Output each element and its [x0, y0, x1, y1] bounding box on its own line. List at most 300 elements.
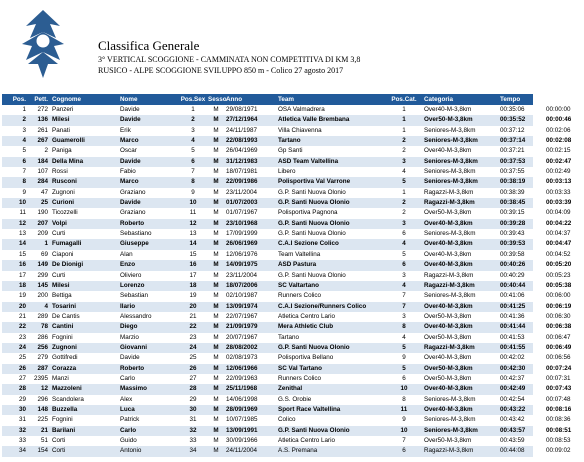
- table-cell: 00:41:25: [500, 302, 526, 310]
- table-cell: G.P. Santi Nuova Olonio: [278, 188, 346, 196]
- table-cell: Ragazzi-M-3,8km: [424, 188, 474, 196]
- table-cell: 12/06/1976: [226, 250, 258, 258]
- table-cell: 25/11/1968: [226, 385, 258, 393]
- table-cell: 00:37:14: [500, 137, 526, 145]
- table-cell: 33: [18, 437, 26, 444]
- column-header: Tempo: [500, 96, 521, 103]
- table-cell: 00:37:12: [500, 126, 525, 134]
- table-cell: 2: [402, 137, 406, 145]
- table-cell: 00:41:53: [500, 333, 525, 341]
- table-cell: 00:07:31: [546, 374, 571, 382]
- table-cell: M: [213, 374, 219, 382]
- table-cell: Massimo: [120, 385, 147, 393]
- table-cell: M: [213, 271, 219, 279]
- table-cell: 30: [189, 405, 197, 413]
- table-cell: Volpi: [52, 219, 67, 227]
- table-cell: 23/10/1968: [226, 219, 258, 227]
- table-cell: 7: [402, 292, 406, 300]
- table-cell: M: [213, 343, 219, 351]
- table-cell: 00:39:58: [500, 250, 525, 258]
- table-cell: Curioni: [52, 199, 75, 207]
- table-cell: 00:38:45: [500, 199, 526, 207]
- table-cell: 1: [402, 106, 406, 113]
- table-cell: Libero: [278, 168, 296, 176]
- table-cell: M: [213, 312, 219, 320]
- table-cell: Seniores-M-3,8km: [424, 137, 478, 145]
- table-cell: Paniga: [52, 147, 72, 155]
- table-cell: 00:06:19: [546, 302, 572, 310]
- table-cell: 34: [18, 447, 26, 455]
- column-header: Gap: [546, 96, 559, 103]
- table-cell: 78: [40, 323, 48, 331]
- table-cell: 23: [189, 333, 197, 341]
- table-cell: Seniores-M-3,8km: [424, 157, 478, 165]
- table-cell: Team Valtellina: [278, 250, 321, 258]
- table-cell: 6: [402, 447, 406, 455]
- table-cell: 28/08/2002: [226, 343, 258, 351]
- table-row: [2, 364, 572, 374]
- table-cell: 00:00:00: [546, 106, 571, 113]
- table-cell: 27/12/1964: [226, 116, 258, 124]
- table-cell: 190: [37, 209, 48, 217]
- table-cell: 18/07/1981: [226, 168, 258, 176]
- table-cell: Guamerolli: [52, 137, 85, 145]
- table-cell: M: [213, 219, 219, 227]
- table-cell: Fabio: [120, 168, 136, 176]
- table-row: [2, 322, 572, 332]
- table-cell: M: [213, 209, 219, 217]
- table-cell: 13: [18, 230, 26, 238]
- table-cell: 00:05:23: [546, 271, 571, 279]
- table-cell: 00:03:39: [546, 199, 572, 207]
- table-cell: 5: [191, 147, 195, 155]
- table-cell: 51: [40, 437, 48, 444]
- table-row: [2, 343, 572, 353]
- table-cell: 00:06:49: [546, 343, 572, 351]
- table-cell: M: [213, 426, 219, 434]
- table-cell: De Cantis: [52, 312, 80, 320]
- table-cell: Polisportiva Pagnona: [278, 209, 338, 217]
- table-cell: Panzeri: [52, 106, 74, 113]
- table-cell: Fognini: [52, 416, 73, 424]
- table-cell: Rusconi: [52, 178, 77, 186]
- table-cell: Oliviero: [120, 271, 142, 279]
- table-cell: M: [213, 126, 219, 134]
- table-cell: Panati: [52, 126, 70, 134]
- table-row: [2, 291, 571, 301]
- table-cell: 28/09/1969: [226, 405, 258, 413]
- table-cell: 00:02:15: [546, 147, 571, 155]
- table-cell: 20: [189, 302, 197, 310]
- table-cell: SC Val Tartano: [278, 364, 322, 372]
- table-cell: Alessandro: [120, 312, 152, 320]
- table-cell: 00:42:30: [500, 364, 526, 372]
- table-row: [2, 167, 571, 177]
- table-cell: 13/09/1991: [226, 426, 258, 434]
- table-cell: 1: [402, 116, 406, 124]
- table-cell: Tartano: [278, 137, 301, 145]
- table-cell: 18: [189, 281, 197, 289]
- table-cell: G.S. Orobie: [278, 395, 312, 403]
- table-cell: 10: [18, 199, 26, 207]
- table-cell: 29: [18, 395, 26, 403]
- table-cell: 00:39:43: [500, 230, 525, 238]
- table-cell: 00:04:22: [546, 219, 572, 227]
- table-cell: Alan: [120, 250, 133, 258]
- table-cell: M: [213, 354, 219, 362]
- table-row: [2, 353, 571, 363]
- table-cell: 00:03:33: [546, 188, 571, 196]
- table-cell: M: [213, 302, 219, 310]
- table-cell: 12: [189, 219, 197, 227]
- table-cell: 00:06:38: [546, 323, 572, 331]
- table-cell: Seniores-M-3,8km: [424, 416, 476, 424]
- table-cell: Curti: [52, 230, 66, 238]
- table-cell: Milesi: [52, 281, 70, 289]
- table-cell: Over40-M-3,8km: [424, 147, 472, 155]
- table-cell: 00:08:36: [546, 416, 571, 424]
- table-cell: 261: [37, 126, 48, 134]
- table-cell: M: [213, 333, 219, 341]
- column-header: Anno: [226, 96, 243, 103]
- table-cell: 00:37:53: [500, 157, 526, 165]
- table-cell: 267: [37, 137, 48, 145]
- table-cell: 31/12/1983: [226, 157, 258, 165]
- table-cell: M: [213, 250, 219, 258]
- table-cell: 3: [191, 126, 195, 134]
- table-cell: 00:08:51: [546, 426, 572, 434]
- table-cell: SC Valtartano: [278, 281, 319, 289]
- table-cell: 24: [18, 343, 26, 351]
- table-cell: 14: [189, 240, 197, 248]
- table-cell: 284: [37, 178, 48, 186]
- table-cell: 17: [18, 271, 26, 279]
- table-cell: G.P. Santi Nuova Olonio: [278, 271, 346, 279]
- table-row: [2, 229, 571, 239]
- table-cell: Over40-M-3,8km: [424, 219, 473, 227]
- table-cell: 8: [402, 323, 406, 331]
- table-cell: 00:44:08: [500, 447, 525, 455]
- table-cell: 4: [402, 168, 406, 176]
- table-cell: 6: [22, 157, 26, 165]
- table-cell: 00:42:49: [500, 385, 526, 393]
- table-cell: 00:38:19: [500, 178, 526, 186]
- table-cell: M: [213, 416, 219, 424]
- table-cell: 14/06/1998: [226, 395, 258, 403]
- table-cell: 14/09/1975: [226, 261, 258, 269]
- table-cell: G.P. Santi Nuova Olonio: [278, 219, 350, 227]
- table-cell: 00:35:52: [500, 116, 526, 124]
- table-row: [2, 271, 571, 281]
- table-cell: 10: [189, 199, 197, 207]
- table-cell: Milesi: [52, 116, 70, 124]
- table-cell: Tosarini: [52, 302, 77, 310]
- table-cell: 154: [37, 447, 48, 455]
- table-cell: Seniores-M-3,8km: [424, 230, 476, 238]
- table-cell: Ragazzi-M-3,8km: [424, 199, 475, 207]
- table-row: [2, 208, 571, 218]
- table-cell: Over40-M-3,8km: [424, 385, 473, 393]
- table-cell: Ciaponi: [52, 250, 74, 258]
- table-cell: M: [213, 395, 219, 403]
- table-cell: 29: [189, 395, 197, 403]
- table-cell: 299: [37, 271, 48, 279]
- table-cell: 00:08:16: [546, 405, 572, 413]
- table-cell: 107: [37, 168, 48, 176]
- table-cell: 30: [18, 405, 26, 413]
- table-cell: Graziano: [120, 188, 146, 196]
- table-cell: Ticozzelli: [52, 209, 78, 217]
- table-cell: Polisportiva Bellano: [278, 354, 334, 362]
- table-cell: Over40-M-3,8km: [424, 354, 472, 362]
- table-cell: Davide: [120, 199, 141, 207]
- column-header: Team: [278, 96, 294, 103]
- table-cell: Lorenzo: [120, 281, 145, 289]
- table-cell: 8: [22, 178, 26, 186]
- table-cell: Buzzella: [52, 405, 78, 413]
- table-cell: Seniores-M-3,8km: [424, 178, 478, 186]
- table-cell: 23: [18, 333, 26, 341]
- table-cell: 00:07:24: [546, 364, 572, 372]
- table-cell: 16: [18, 261, 26, 269]
- table-cell: Marco: [120, 137, 139, 145]
- document-header: [98, 38, 360, 76]
- table-header-row: [2, 94, 559, 105]
- table-cell: Runners Colico: [278, 374, 322, 382]
- table-cell: G.P. Santi Nuova Olonio: [278, 426, 350, 434]
- table-cell: 26/06/1969: [226, 240, 258, 248]
- table-cell: 14: [18, 240, 26, 248]
- table-cell: Seniores-M-3,8km: [424, 292, 476, 300]
- table-row: [2, 415, 571, 425]
- table-cell: Manzi: [52, 374, 69, 382]
- table-cell: 11: [189, 209, 197, 217]
- table-cell: 7: [191, 168, 195, 176]
- table-cell: 00:02:49: [546, 168, 571, 176]
- table-cell: Tartano: [278, 333, 300, 341]
- table-cell: Fumagalli: [52, 240, 82, 248]
- table-cell: 12/06/1966: [226, 364, 258, 372]
- table-cell: 4: [402, 333, 406, 341]
- table-cell: 17: [189, 271, 197, 279]
- table-cell: Ragazzi-M-3,8km: [424, 447, 474, 455]
- table-row: [2, 157, 572, 167]
- table-cell: Patrick: [120, 416, 140, 424]
- table-cell: Ilario: [120, 302, 136, 310]
- table-cell: Corti: [52, 447, 66, 455]
- table-cell: 00:42:02: [500, 354, 525, 362]
- table-cell: M: [213, 116, 219, 124]
- table-cell: 00:37:21: [500, 147, 525, 155]
- table-cell: 22: [18, 323, 26, 331]
- table-cell: Sport Race Valtellina: [278, 405, 341, 413]
- table-cell: 00:41:44: [500, 323, 526, 331]
- table-cell: 34: [189, 447, 197, 455]
- table-cell: 13/09/1974: [226, 302, 258, 310]
- table-cell: 22/09/1963: [226, 374, 258, 382]
- table-cell: 289: [37, 312, 48, 320]
- table-cell: 21/09/1979: [226, 323, 258, 331]
- table-cell: Over40-M-3,8km: [424, 250, 472, 258]
- table-cell: 10: [400, 385, 408, 393]
- table-cell: 2: [22, 116, 26, 124]
- table-cell: 6: [402, 374, 406, 382]
- table-cell: 29/08/1971: [226, 106, 258, 113]
- event-subtitle: RUSICO - ALPE SCOGGIONE SVILUPPO 850 m - Colico 27 agosto 2017: [98, 66, 344, 75]
- column-header: Pos.Sex: [180, 96, 206, 103]
- table-row: [2, 188, 571, 198]
- table-cell: 2: [402, 199, 406, 207]
- table-cell: 24/11/2004: [226, 447, 258, 455]
- table-cell: Corazza: [52, 364, 77, 372]
- table-cell: 00:06:00: [546, 292, 571, 300]
- table-cell: 22: [189, 323, 197, 331]
- table-cell: 12: [18, 219, 26, 227]
- table-cell: 00:03:13: [546, 178, 572, 186]
- table-cell: 1: [44, 240, 48, 248]
- table-cell: M: [213, 447, 219, 455]
- table-cell: 24: [189, 343, 197, 351]
- table-cell: 4: [44, 302, 48, 310]
- table-cell: Marco: [120, 178, 139, 186]
- table-cell: OSA Valmadrera: [278, 106, 325, 113]
- table-cell: 00:07:43: [546, 385, 572, 393]
- table-cell: 21: [189, 312, 197, 320]
- table-cell: 32: [18, 426, 26, 434]
- table-cell: 25: [189, 354, 197, 362]
- table-cell: 9: [191, 188, 195, 196]
- table-cell: 21: [18, 312, 26, 320]
- table-cell: 12: [40, 385, 48, 393]
- table-cell: 7: [22, 168, 26, 176]
- column-header: Categoria: [424, 96, 454, 103]
- table-cell: Davide: [120, 354, 140, 362]
- table-cell: Guido: [120, 437, 137, 444]
- table-cell: 2: [402, 147, 406, 155]
- table-cell: Davide: [120, 157, 141, 165]
- table-row: [2, 436, 571, 446]
- table-cell: 23/11/2004: [226, 271, 258, 279]
- table-cell: 31: [18, 416, 26, 424]
- table-cell: M: [213, 147, 219, 155]
- table-cell: 00:39:15: [500, 209, 525, 217]
- table-cell: M: [213, 157, 219, 165]
- table-cell: 2: [402, 209, 406, 217]
- table-cell: 01/07/2003: [226, 199, 258, 207]
- table-cell: 00:41:06: [500, 292, 525, 300]
- table-cell: Diego: [120, 323, 138, 331]
- table-row: [2, 260, 572, 270]
- table-cell: 00:37:55: [500, 168, 525, 176]
- table-cell: 02/10/1987: [226, 292, 258, 300]
- column-header: Cognome: [52, 96, 82, 103]
- table-cell: 00:42:37: [500, 374, 525, 382]
- table-cell: 5: [402, 343, 406, 351]
- table-cell: 13: [189, 230, 197, 238]
- table-cell: 01/07/1967: [226, 209, 258, 217]
- table-cell: 23/11/2004: [226, 188, 258, 196]
- table-cell: 5: [22, 147, 26, 155]
- table-cell: 4: [402, 281, 406, 289]
- table-row: [2, 105, 571, 115]
- table-cell: 19: [189, 292, 197, 300]
- table-cell: Bettiga: [52, 292, 72, 300]
- table-cell: 2: [191, 116, 195, 124]
- table-cell: Seniores-M-3,8km: [424, 168, 476, 176]
- table-cell: 200: [37, 292, 48, 300]
- table-cell: 9: [402, 354, 406, 362]
- table-cell: M: [213, 292, 219, 300]
- table-cell: 18: [18, 281, 26, 289]
- table-cell: Carlo: [120, 374, 136, 382]
- table-cell: Mazzoleni: [52, 385, 82, 393]
- table-cell: M: [213, 188, 219, 196]
- table-cell: Rossi: [52, 168, 68, 176]
- table-cell: 207: [37, 219, 48, 227]
- table-cell: ASD Team Valtellina: [278, 157, 339, 165]
- table-cell: Graziano: [120, 209, 146, 217]
- table-row: [2, 405, 572, 415]
- table-cell: 00:04:37: [546, 230, 571, 238]
- table-cell: 00:00:46: [546, 116, 572, 124]
- table-cell: 00:43:22: [500, 405, 526, 413]
- table-cell: 272: [37, 106, 48, 113]
- table-cell: 3: [402, 312, 406, 320]
- table-cell: 26: [18, 364, 26, 372]
- table-cell: Della Mina: [52, 157, 84, 165]
- table-cell: 17/09/1999: [226, 230, 258, 238]
- table-cell: 00:40:26: [500, 261, 526, 269]
- table-cell: Davide: [120, 106, 140, 113]
- table-cell: 28: [189, 385, 197, 393]
- table-cell: M: [213, 261, 219, 269]
- table-cell: Over50-M-3,8km: [424, 374, 472, 382]
- table-cell: 22/09/1986: [226, 178, 258, 186]
- table-cell: 00:06:47: [546, 333, 571, 341]
- table-cell: 27: [18, 374, 26, 382]
- table-cell: Roberto: [120, 364, 145, 372]
- table-cell: Giuseppe: [120, 240, 149, 248]
- table-cell: 6: [191, 157, 195, 165]
- table-cell: 1: [402, 126, 406, 134]
- table-cell: 3: [22, 126, 26, 134]
- table-cell: 4: [191, 137, 195, 145]
- table-cell: Seniores-M-3,8km: [424, 126, 476, 134]
- table-cell: 256: [37, 343, 48, 351]
- table-cell: G.P. Santi Nuova Olonio: [278, 230, 346, 238]
- event-title: 3° VERTICAL SCOGGIONE - CAMMINATA NON COMPETITIVA DI KM 3,8: [98, 55, 361, 64]
- table-cell: 00:09:02: [546, 447, 571, 455]
- table-cell: Enzo: [120, 261, 136, 269]
- table-cell: Barilani: [52, 426, 76, 434]
- table-cell: Over50-M-3,8km: [424, 364, 473, 372]
- table-cell: 15: [189, 250, 197, 258]
- table-cell: 1: [22, 106, 26, 113]
- table-cell: 00:41:55: [500, 343, 526, 351]
- table-cell: Curti: [52, 271, 66, 279]
- table-cell: Gp Santi: [278, 147, 303, 155]
- table-cell: 00:43:59: [500, 437, 525, 444]
- table-cell: Sebastian: [120, 292, 149, 300]
- table-cell: 19: [18, 292, 26, 300]
- table-row: [2, 446, 571, 456]
- table-cell: 26: [189, 364, 197, 372]
- table-cell: Giovanni: [120, 343, 147, 351]
- table-row: [2, 239, 572, 249]
- table-cell: 9: [22, 188, 26, 196]
- table-cell: 287: [37, 364, 48, 372]
- table-cell: M: [213, 230, 219, 238]
